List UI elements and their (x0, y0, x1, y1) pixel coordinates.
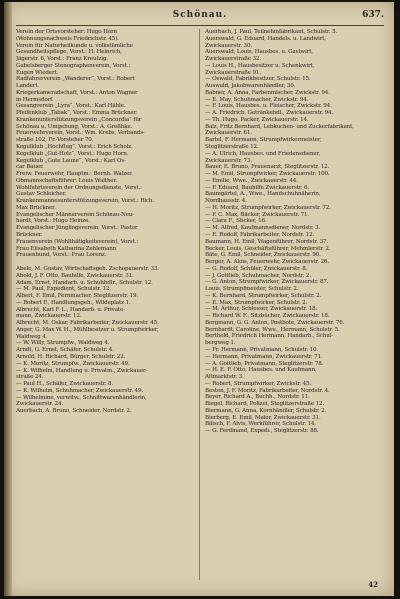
directory-entry-line: Biermann, G. Anna, Kornhändler, Schulstr. 2. (205, 407, 327, 414)
directory-entry-line: Kegelklub „Gut-Holz“, Vorst.: Hugo Horn. (16, 150, 129, 157)
directory-entry-line: Evangelischer Jünglingsverein, Vorst.: Pastor (16, 225, 138, 232)
directory-entry-line: — Robert, Strumpfwirker, Zwickstr. 45. (205, 380, 312, 387)
book-spine-shadow (4, 2, 12, 596)
directory-entry-line: — A. Gottlieb, Privatmann, Steglitzerstr. 78. (205, 360, 324, 367)
directory-entry-line: Max Brückner. (16, 204, 56, 211)
directory-entry-line: Bäte, G. Emil, Schneider, Zwickauerstr. 90. (205, 252, 321, 259)
directory-entry-line: — G. Anton, Strumpfwirker, Zwickauerstr. 87. (205, 279, 329, 286)
directory-entry-line: Beyer, Richard A., Buchh., Nordstr. 11. (205, 394, 310, 401)
page-number: 637. (362, 10, 384, 20)
directory-entry-line: Gustav Schleicher. (16, 191, 67, 198)
directory-entry-line: Berger, A. Alois, Feuerwehr, Zwickauerstr. 26. (205, 259, 330, 266)
directory-entry-line: Gabelsberger Stenographenverein, Vorst.: (16, 62, 131, 69)
directory-entry-line: Kegelklub „Hochflug“, Vorst.: Erich Scholz. (16, 144, 133, 151)
page-title: Schönau. (172, 10, 228, 20)
directory-entry-line: Zwickauerstr. 61. (205, 130, 252, 137)
directory-entry-line: Feuerwehrverein, Vorst.: Wm. Krebs, Verbands- (16, 130, 145, 137)
directory-entry-line: Bierberg, E. Emil, Maler, Zwickauerstr. 31. (205, 414, 321, 421)
left-column (16, 29, 192, 415)
directory-entry-line: — A. Ulrich, Hausbes. und Friedensdiener, (205, 150, 321, 157)
directory-entry-line: Becker, Louis, Geschäftsführer, Mehmlerstr. 2. (205, 245, 331, 252)
directory-entry-line: Landert. (16, 83, 40, 90)
directory-entry-line: Bauer, E. Bruno, Frauenarzt, Steglitzerstr. 12. (205, 164, 330, 171)
directory-entry-line: Steglitzerstraße 12. (205, 144, 259, 151)
directory-entry-line: Baumgärtel, A., Wwe., Handschuhnäherin, (205, 191, 321, 198)
directory-entry-line: Anger, G. Max W. H., Mühlbesitzer u. Strumpfwirker, (16, 326, 159, 333)
directory-entry-line: — M. Emil, Strumpfwirker, Zwickauerstr. 100. (205, 171, 330, 178)
directory-entry-line: Baumann, H. Emil, Wagenführer, Nordstr. 37. (205, 238, 329, 245)
signature-mark: 42 (368, 580, 378, 589)
directory-entry-line: Gesundheitspflege, Vorst.: H. Heinrich, (16, 49, 122, 56)
directory-entry-line: Albrecht, M. Oskar, Fabrikarbeiter, Zwickauerstr. 45. (16, 320, 159, 327)
directory-entry-line: Frau Elisabeth Katharina Zehlemann (16, 245, 117, 252)
directory-entry-line: Auerbach, J. Paul, Teilnehmfabrikant, Schulstr. 5. (205, 29, 338, 35)
directory-entry-line: (Wohnungsnachweis Friedrichstr. 45). (16, 35, 119, 42)
directory-entry-line: Zwickauerstr. 73. (205, 157, 252, 164)
directory-entry-line: Krankenmannesunterstützungsverein, Vorst.: Rich. (16, 198, 154, 205)
directory-entry-line: Biegel, Richard, Polizei, Steglitzerstraße 12. (205, 401, 325, 408)
directory-entry-line: — Fr. Hermann, Privatmann, Schulstr. 10. (205, 346, 319, 353)
directory-entry-line: Bergmann, G. G. Anton, Postbote, Zwickauerstr. 76. (205, 319, 345, 326)
directory-entry-line: Auerswald, G. Eduard, Handels. u. Landwirt, (205, 35, 326, 42)
directory-entry-line: — M. Arthur, Schlosser, Zwickauerstr. 18. (205, 306, 318, 313)
directory-entry-line: — W. Willy, Strumpfw., Waldweg 4. (16, 340, 110, 347)
directory-entry-line: Albert, F. Emil, Fernmacher, Steglitzerstr. 19. (16, 293, 139, 300)
directory-entry-line: — F. Louis, Hausbes. u. Fleischer, Zwickstr. 94. (205, 103, 332, 110)
association-list (16, 29, 192, 259)
directory-entry-line: in Hermsdorf. (16, 96, 54, 103)
resident-list (205, 29, 381, 435)
directory-entry-line: Waldweg 4. (16, 333, 48, 340)
directory-entry-line: Arndt, G. Ernst, Schäfer, Schulstr. 4. (16, 347, 114, 354)
directory-entry-line: Jägerstr. 6, Vorst.: Franz Kreutzig. (16, 56, 109, 63)
directory-entry-line: Zwickauerstraße 32. (205, 56, 261, 63)
directory-entry-line: Louis, Strumpfmeister, Schulstr. 2. (205, 286, 299, 293)
directory-entry-line: — H. Moritz, Strumpfwirker, Zwickauerstr. 72. (205, 204, 331, 211)
column-divider (199, 29, 200, 580)
header-rule (16, 25, 384, 26)
directory-entry-line: — G. Ferdinand, Expedi., Steglitzerstr. 88. (205, 428, 319, 435)
directory-entry-line: — K. Wilhelm, Schuhmacher, Zwickauerstr. 49. (16, 387, 143, 394)
directory-entry-line: Nordhausstr. 4. (205, 198, 247, 205)
resident-list (16, 266, 192, 415)
directory-entry-line: Wohlfahrtsverein der Ordnungsdienste, Vorst.: (16, 184, 142, 191)
directory-entry-line: — G. Rudolf, Schüler, Zwickauerstr. 8. (205, 265, 308, 272)
directory-entry-line: — Louis H., Hausbesitzer u. Schenkwirt, (205, 62, 315, 69)
directory-entry-line: Balz, Fritz Bernhard, Lebkuchen- und Zuckerfabrikant, (205, 123, 354, 130)
directory-entry-line: Frauenverein (Wohlthätigkeitsverein), Vorst.: (16, 238, 138, 245)
directory-entry-line: Auerswald, Louis, Hausbes. u. Gastwirt, (205, 49, 313, 56)
directory-entry-line: — F. Eduard, Bauhilfe Zwickauerstr. 6. (205, 184, 310, 191)
directory-entry-line: — H. E. F. Otto, Hausbes. und Kaufmann, (205, 367, 317, 374)
directory-entry-line: Zwickauerstraße 91. (205, 69, 261, 76)
directory-entry-line: — Th. Hugo, Packer, Zwickauerstr. 14. (205, 116, 309, 123)
directory-entry-line: — K. Moritz, Strumpfw., Zwickauerstr. 49. (16, 360, 130, 367)
directory-entry-line: bergweg 1. (205, 340, 236, 347)
directory-entry-line: — J. Gottlieb, Schuhmacher, Nordstr. 2. (205, 272, 311, 279)
directory-entry-line: Zwickauerstr. 30. (205, 42, 252, 49)
directory-entry-line: Brückner. (16, 231, 43, 238)
directory-entry-line: — M. Alfred, Kaufmannsdiener, Nordstr. 3. (205, 225, 321, 232)
directory-entry-line: Besten, J. F. Moritz, Fabrikarbeiter, Nordstr. 4. (205, 387, 330, 394)
directory-entry-line: Verein für Naturheilkunde u. volkstümliche (16, 42, 133, 49)
directory-entry-line: Adam, Ernst, Handarb. u. Schuhhdlr., Schulstr. 12. (16, 279, 153, 286)
directory-entry-line: Abold, J. F. Otto, Bauhilfe, Zwickauerstr. 31. (16, 272, 134, 279)
directory-entry-line: Zwickauerstr. 24. (16, 401, 63, 408)
directory-entry-line: Eugen Wiedert. (16, 69, 59, 76)
directory-entry-line: Radfahrerverein „Wanderer“, Vorst.: Robert (16, 76, 135, 83)
page-header (16, 10, 384, 26)
directory-entry-line: — F. C. Max, Bäcker, Zwickauerstr. 71. (205, 211, 310, 218)
directory-entry-line: — A. Friedrich, Getränkehdl., Zwickauerstr. 94. (205, 110, 334, 117)
directory-entry-line: Schönau u. Umgebung, Vorst.: A. Greßhke. (16, 123, 133, 130)
directory-entry-line: hardt, Vorst.: Hugo Heinze. (16, 218, 90, 225)
directory-entry-line: Obmannschaftsführer: Louis Walther. (16, 177, 117, 184)
directory-entry-line: — Hermann, Privatmann, Zwickauerstr. 71. (205, 353, 323, 360)
directory-entry-line: — E. Max, Strumpfwirker, Schulstr. 2. (205, 299, 308, 306)
directory-entry-line: Bilisch, F. Alvis, Werkführer, Schulstr. 14. (205, 421, 316, 428)
directory-entry-line: Arnold, H. Richard, Bürger, Schulstr. 22. (16, 353, 126, 360)
directory-entry-line: Verein der Ortsvorsteher: Hugo Horn (16, 29, 118, 35)
directory-entry-line: Babner, A. Anna, Farbenmischer, Zwickstr. 94. (205, 89, 330, 96)
directory-entry-line: — E. Rudolf, Fabrikarbeiter, Nordstr. 12. (205, 231, 315, 238)
directory-entry-line: — Oswald, Fabrikbesitzer, Schulstr. 15. (205, 76, 311, 83)
directory-entry-line: Abele, M. Gustav, Wirtschaftsgeh. Zschopauerstr. 33. (16, 266, 160, 273)
directory-entry-line: — K. Bernhard, Strumpfwirker, Schulstr. 2. (205, 292, 322, 299)
directory-entry-line: straße 102, Fr.-Vorsteher 70. (16, 137, 94, 144)
directory-entry-line: Berthold, Friedrich Hermann, Handarb., Schul- (205, 333, 334, 340)
section-gap (16, 259, 192, 266)
directory-entry-line: Pfeifenklub „Tabak“, Vorst.: Emma Brückner. (16, 110, 138, 117)
directory-entry-line: — Clara F., Sticker, 16. (205, 218, 267, 225)
directory-entry-line: — Emilie, Wwe., Zwickauerstr. 44. (205, 177, 298, 184)
directory-entry-line: Frauenbund, Vorst.: Frau Lorenz. (16, 252, 107, 259)
directory-entry-line: Kegelklub „Gute Laune“, Vorst.: Karl Os- (16, 157, 126, 164)
directory-entry-line: Freiw. Feuerwehr, Hauptm.: Bernh. Walzer. (16, 171, 133, 178)
directory-entry-line: Altmarktstr. 3. (205, 374, 244, 381)
directory-entry-line: — E. May, Schuhmacher, Zwickstr. 94. (205, 96, 309, 103)
directory-entry-line: Gesangverein „Lyra“, Vorst.: Karl Hähle. (16, 103, 126, 110)
directory-page (4, 2, 394, 596)
directory-entry-line: Auswald, Jakobwarenhändler, 30. (205, 83, 296, 90)
directory-entry-line: Krankenunterstützungsverein „Concordia“ für (16, 116, 142, 123)
directory-entry-line: Evangelischer Männerverein Schönau-Neu- (16, 211, 135, 218)
directory-entry-line: car Bauer. (16, 164, 44, 171)
directory-entry-line: Bartel, F. Hermann, Strumpfwirkermeister, (205, 137, 322, 144)
right-column (205, 29, 381, 435)
directory-entry-line: — K. Wilhelm, Handlung u. Privatm., Zwickauer- (16, 367, 148, 374)
directory-entry-line: — Wilhelmine, verwitw., Schnittwarenhändlerin, (16, 394, 147, 401)
directory-entry-line: Kriegerkameradschaft, Vorst.: Anton Wagner (16, 89, 138, 96)
directory-entry-line: — Paul H., Schäfer, Zwickauerstr. 8. (16, 381, 114, 388)
directory-entry-line: Auerbach, A. Bruno, Schneider, Nordstr. 2. (16, 408, 132, 415)
directory-entry-line: mann, Zwickauerstr. 12. (16, 313, 82, 320)
directory-entry-line: Bernhardt, Caroline, Wwe., Hermann, Schulstr. 5. (205, 326, 340, 333)
directory-entry-line: — M. Paul, Expedient, Schulstr. 12. (16, 286, 112, 293)
directory-entry-line: straße 24. (16, 374, 44, 381)
directory-entry-line: — Richard W. F., Sitzbücher, Zwickauerstr. 18. (205, 313, 330, 320)
directory-entry-line: — Robert F., Handlungsgeh., Wildeplatz 1. (16, 299, 131, 306)
directory-entry-line: Albrecht, Karl F. L., Handarb. u. Private- (16, 306, 125, 313)
